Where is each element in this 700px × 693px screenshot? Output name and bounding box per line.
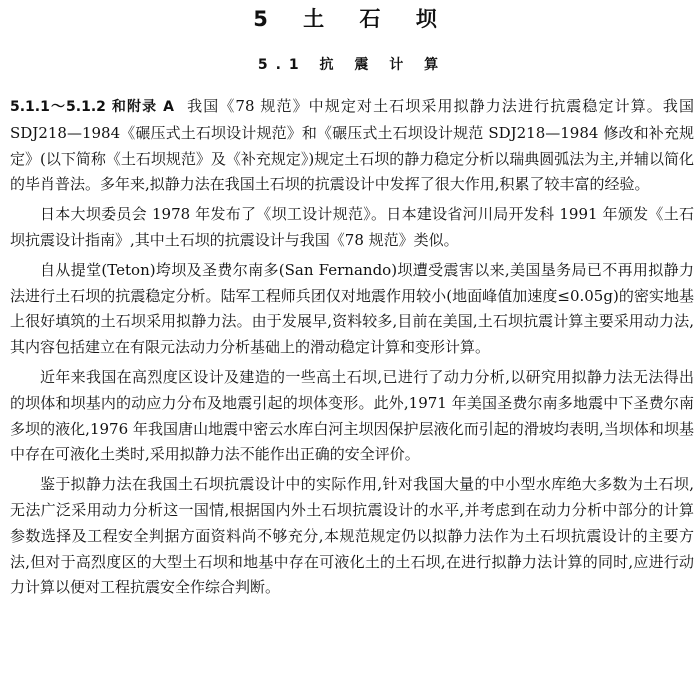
document-body	[10, 94, 694, 601]
paragraph-1	[10, 94, 694, 198]
paragraph-3: 自从提堂(Teton)垮坝及圣费尔南多(San Fernando)坝遭受震害以来,美国垦务局已不再用拟静力法进行土石坝的抗震稳定分析。陆军工程师兵团仅对地震作用较小(地面峰值加速度≤0.05g)的密实地基上很好填筑的土石坝采用拟静力法。由于发展早,资料较多,目前在美国,土石坝抗震计算主要采用动力法,其内容包括建立在有限元法动力分析基础上的滑动稳定计算和变形计算。	[10, 260, 694, 357]
paragraph-5: 鉴于拟静力法在我国土石坝抗震设计中的实际作用,针对我国大量的中小型水库绝大多数为土石坝,无法广泛采用动力分析这一国情,根据国内外土石坝抗震设计的水平,并考虑到在动力分析中部分的计算参数选择及工程安全判据方面资料尚不够充分,本规范规定仍以拟静力法作为土石坝抗震设计的主要方法,但对于高烈度区的大型土石坝和地基中存在可液化土的土石坝,在进行拟静力法计算的同时,应进行动力计算以便对工程抗震安全作综合判断。	[10, 475, 694, 597]
clause-reference: 5.1.1～5.1.2 和附录 A	[10, 99, 175, 115]
paragraph-4: 近年来我国在高烈度区设计及建造的一些高土石坝,已进行了动力分析,以研究用拟静力法无法得出的坝体和坝基内的动应力分布及地震引起的坝体变形。此外,1971 年美国圣费尔南多地震中下圣费尔南多坝的液化,1976 年我国唐山地震中密云水库白河主坝因保护层液化而引起的滑坡均表明,当坝体和坝基中存在可液化土类时,采用拟静力法不能作出正确的安全评价。	[10, 367, 694, 464]
paragraph-2: 日本大坝委员会 1978 年发布了《坝工设计规范》。日本建设省河川局开发科 1991 年颁发《土石坝抗震设计指南》,其中土石坝的抗震设计与我国《78 规范》类似。	[10, 205, 694, 249]
chapter-title: 5 土 石 坝	[253, 7, 451, 31]
section-title: 5.1 抗 震 计 算	[257, 57, 447, 73]
paragraph-1-text: 我国《78 规范》中规定对土石坝采用拟静力法进行抗震稳定计算。我国 SDJ218—1984《碾压式土石坝设计规范》和《碾压式土石坝设计规范 SDJ218—1984 修改和补充规定》(以下简称《土石坝规范》及《补充规定》)规定土石坝的静力稳定分析以瑞典圆弧法为主,并辅以简化的毕肖普法。多年来,拟静力法在我国土石坝的抗震设计中发挥了很大作用,积累了较丰富的经验。	[10, 97, 694, 194]
